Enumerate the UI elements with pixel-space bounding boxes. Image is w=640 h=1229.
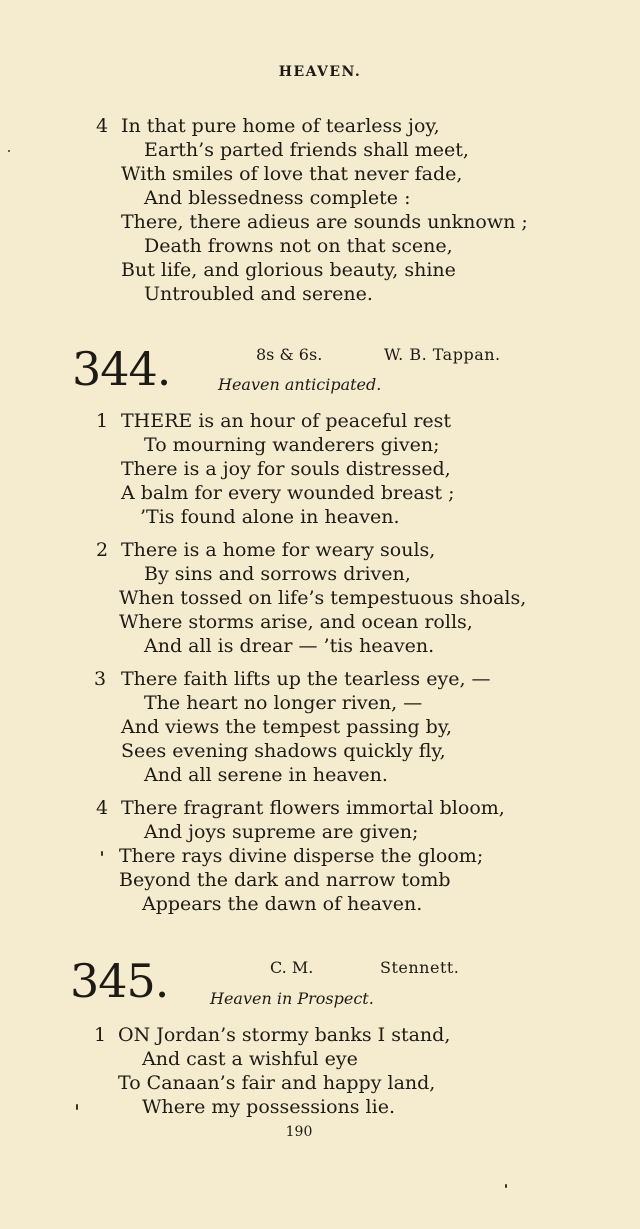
- paper-speck: [101, 851, 103, 856]
- running-head: HEAVEN.: [278, 64, 362, 80]
- verse-line: But life, and glorious beauty, shine: [121, 259, 456, 281]
- verse-line: There faith lifts up the tearless eye, —: [121, 668, 491, 690]
- hymn-author: Stennett.: [380, 958, 460, 977]
- stanza-number: 4: [96, 797, 109, 819]
- verse-line: By sins and sorrows driven,: [144, 563, 411, 585]
- verse-line: There fragrant flowers immortal bloom,: [121, 797, 505, 819]
- verse-line: To Canaan’s fair and happy land,: [118, 1072, 436, 1094]
- verse-line: With smiles of love that never fade,: [121, 163, 463, 185]
- verse-line: The heart no longer riven, —: [144, 692, 423, 714]
- verse-line: In that pure home of tearless joy,: [121, 115, 440, 137]
- verse-line: Beyond the dark and narrow tomb: [119, 869, 451, 891]
- hymn-number: 345.: [70, 954, 169, 1008]
- paper-speck: [76, 1104, 78, 1110]
- verse-line: There is a home for weary souls,: [121, 539, 436, 561]
- verse-line: Death frowns not on that scene,: [144, 235, 453, 257]
- verse-line: THERE is an hour of peaceful rest: [121, 410, 452, 432]
- paper-speck: [505, 1184, 507, 1188]
- stanza-number: 4: [96, 115, 109, 137]
- verse-line: And cast a wishful eye: [142, 1048, 358, 1070]
- verse-line: There is a joy for souls distressed,: [121, 458, 451, 480]
- hymn-author: W. B. Tappan.: [384, 345, 501, 364]
- verse-line: And all is drear — ’tis heaven.: [144, 635, 435, 657]
- hymn-subtitle: Heaven anticipated.: [218, 375, 382, 394]
- verse-line: Untroubled and serene.: [144, 283, 373, 305]
- verse-line: When tossed on life’s tempestuous shoals,: [119, 587, 527, 609]
- hymn-number: 344.: [72, 342, 171, 396]
- verse-line: There rays divine disperse the gloom;: [119, 845, 484, 867]
- verse-line: ON Jordan’s stormy banks I stand,: [118, 1024, 451, 1046]
- verse-line: ’Tis found alone in heaven.: [140, 506, 400, 528]
- hymn-meter: C. M.: [270, 958, 314, 977]
- verse-line: Where my possessions lie.: [142, 1096, 395, 1118]
- verse-line: A balm for every wounded breast ;: [121, 482, 455, 504]
- stanza-number: 3: [94, 668, 107, 690]
- page-number: 190: [285, 1124, 313, 1140]
- stanza-number: 1: [96, 410, 109, 432]
- verse-line: And blessedness complete :: [144, 187, 411, 209]
- verse-line: Sees evening shadows quickly fly,: [121, 740, 446, 762]
- verse-line: Earth’s parted friends shall meet,: [144, 139, 469, 161]
- verse-line: Appears the dawn of heaven.: [142, 893, 423, 915]
- verse-line: To mourning wanderers given;: [144, 434, 440, 456]
- verse-line: And joys supreme are given;: [144, 821, 419, 843]
- stanza-number: 2: [96, 539, 109, 561]
- verse-line: And views the tempest passing by,: [121, 716, 453, 738]
- verse-line: And all serene in heaven.: [144, 764, 388, 786]
- verse-line: There, there adieus are sounds unknown ;: [121, 211, 528, 233]
- paper-speck: [8, 150, 10, 152]
- verse-line: Where storms arise, and ocean rolls,: [119, 611, 473, 633]
- stanza-number: 1: [94, 1024, 107, 1046]
- hymn-subtitle: Heaven in Prospect.: [210, 989, 374, 1008]
- hymn-meter: 8s & 6s.: [256, 345, 323, 364]
